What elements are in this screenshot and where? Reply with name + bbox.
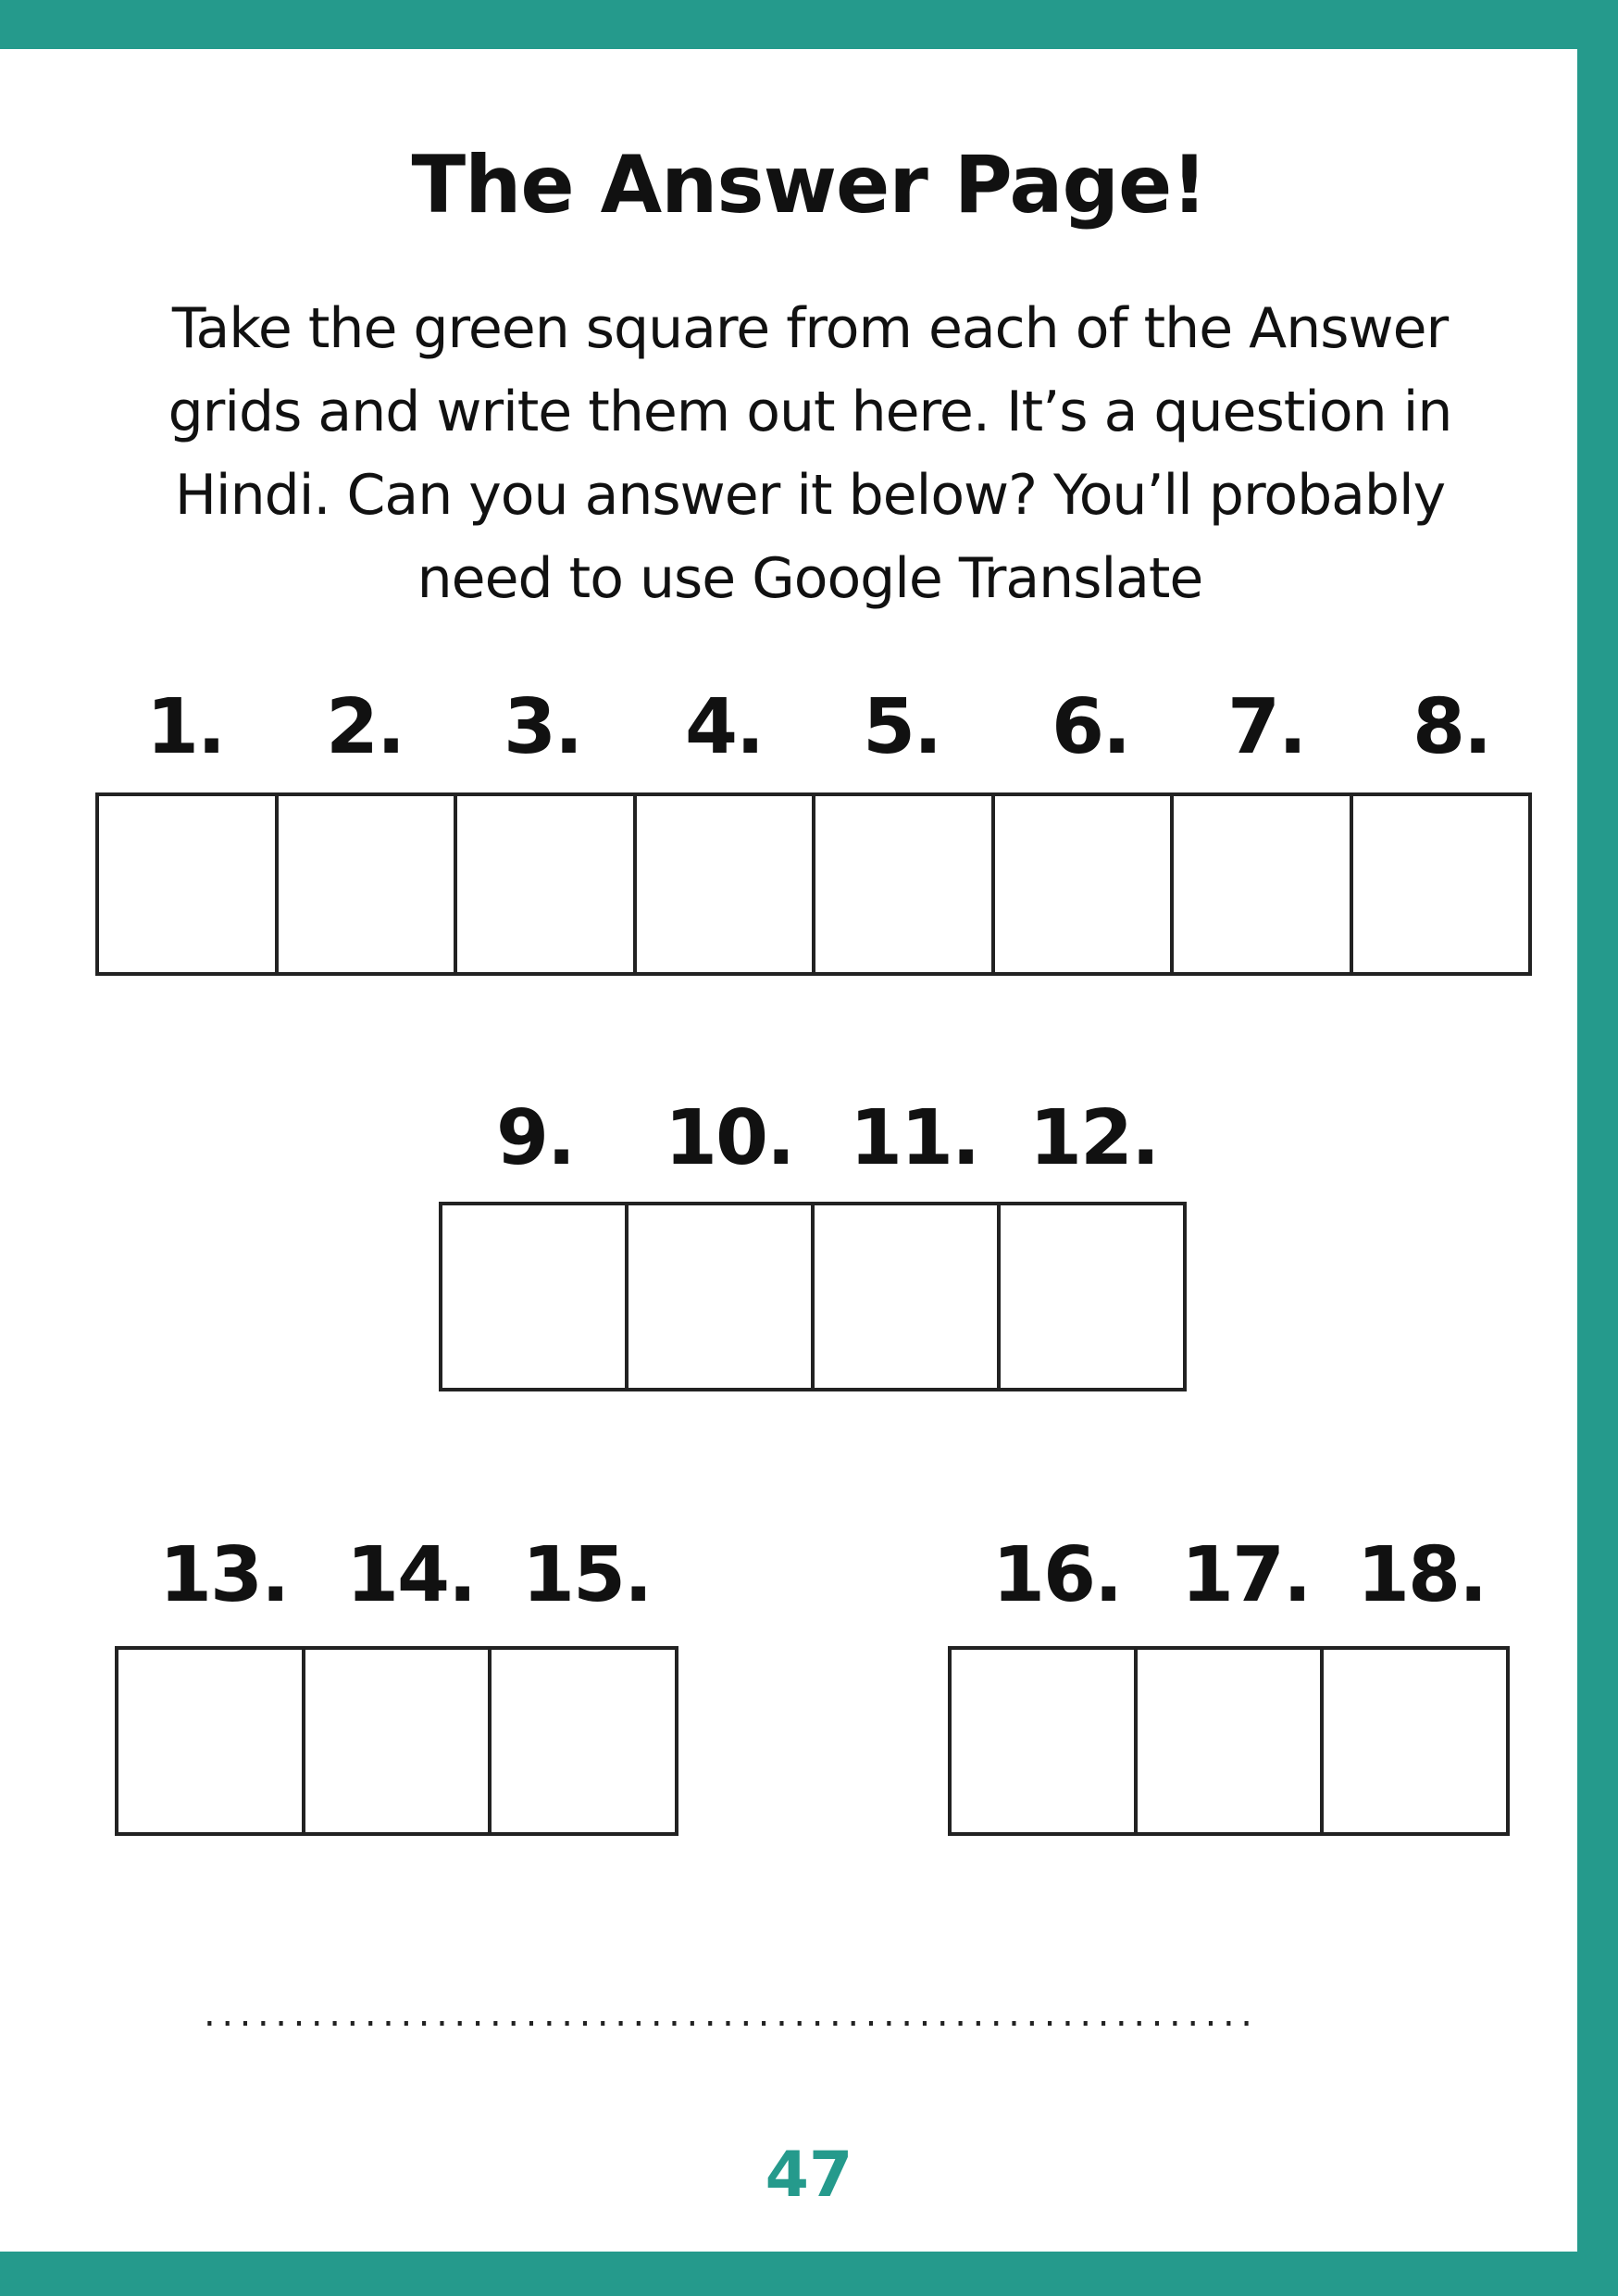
instructions-line: need to use Google Translate [417,546,1203,611]
answer-cell[interactable] [305,1650,492,1832]
grid-label: 4. [685,683,764,771]
answer-cell[interactable] [1353,796,1529,972]
answer-grid-1-8 [95,792,1532,976]
instructions-line: Take the green square from each of the Answer [171,296,1449,361]
answer-grid-9-12 [439,1202,1187,1391]
answer-cell[interactable] [99,796,279,972]
grid-label: 9. [496,1094,575,1182]
answer-cell[interactable] [952,1650,1138,1832]
answer-dotted-line[interactable]: ........................................................... [204,1995,1259,2032]
grid-label: 6. [1052,683,1130,771]
instructions-paragraph [139,287,1481,620]
grid-label: 14. [346,1531,476,1619]
grid-label: 10. [665,1094,794,1182]
answer-cell[interactable] [1174,796,1353,972]
answer-cell[interactable] [1001,1205,1183,1388]
grid-label: 18. [1357,1531,1487,1619]
instructions-line: grids and write them out here. It’s a question in [168,380,1452,444]
answer-cell[interactable] [629,1205,815,1388]
answer-cell[interactable] [442,1205,629,1388]
page-border-bottom [0,2252,1618,2296]
grid-label: 11. [850,1094,979,1182]
grid-label: 16. [992,1531,1122,1619]
grid-label: 12. [1029,1094,1159,1182]
answer-cell[interactable] [118,1650,305,1832]
answer-cell[interactable] [457,796,637,972]
answer-cell[interactable] [815,1205,1001,1388]
answer-cell[interactable] [637,796,816,972]
answer-cell[interactable] [1138,1650,1324,1832]
grid-label: 8. [1413,683,1491,771]
grid-label: 15. [522,1531,652,1619]
page-border-top [0,0,1618,49]
answer-cell[interactable] [279,796,458,972]
grid-label: 17. [1181,1531,1311,1619]
answer-grid-16-18 [948,1646,1510,1836]
grid-label: 1. [146,683,225,771]
grid-label: 13. [159,1531,289,1619]
answer-cell[interactable] [995,796,1175,972]
answer-cell[interactable] [1324,1650,1506,1832]
instructions-line: Hindi. Can you answer it below? You’ll probably [174,463,1446,528]
page-number: 47 [765,2139,853,2212]
page-border-right [1577,0,1618,2296]
grid-label: 3. [504,683,582,771]
answer-cell[interactable] [492,1650,675,1832]
answer-grid-13-15 [115,1646,678,1836]
grid-label: 2. [326,683,404,771]
grid-label: 5. [863,683,941,771]
answer-cell[interactable] [815,796,995,972]
grid-label: 7. [1227,683,1306,771]
page-title: The Answer Page! [411,139,1207,231]
